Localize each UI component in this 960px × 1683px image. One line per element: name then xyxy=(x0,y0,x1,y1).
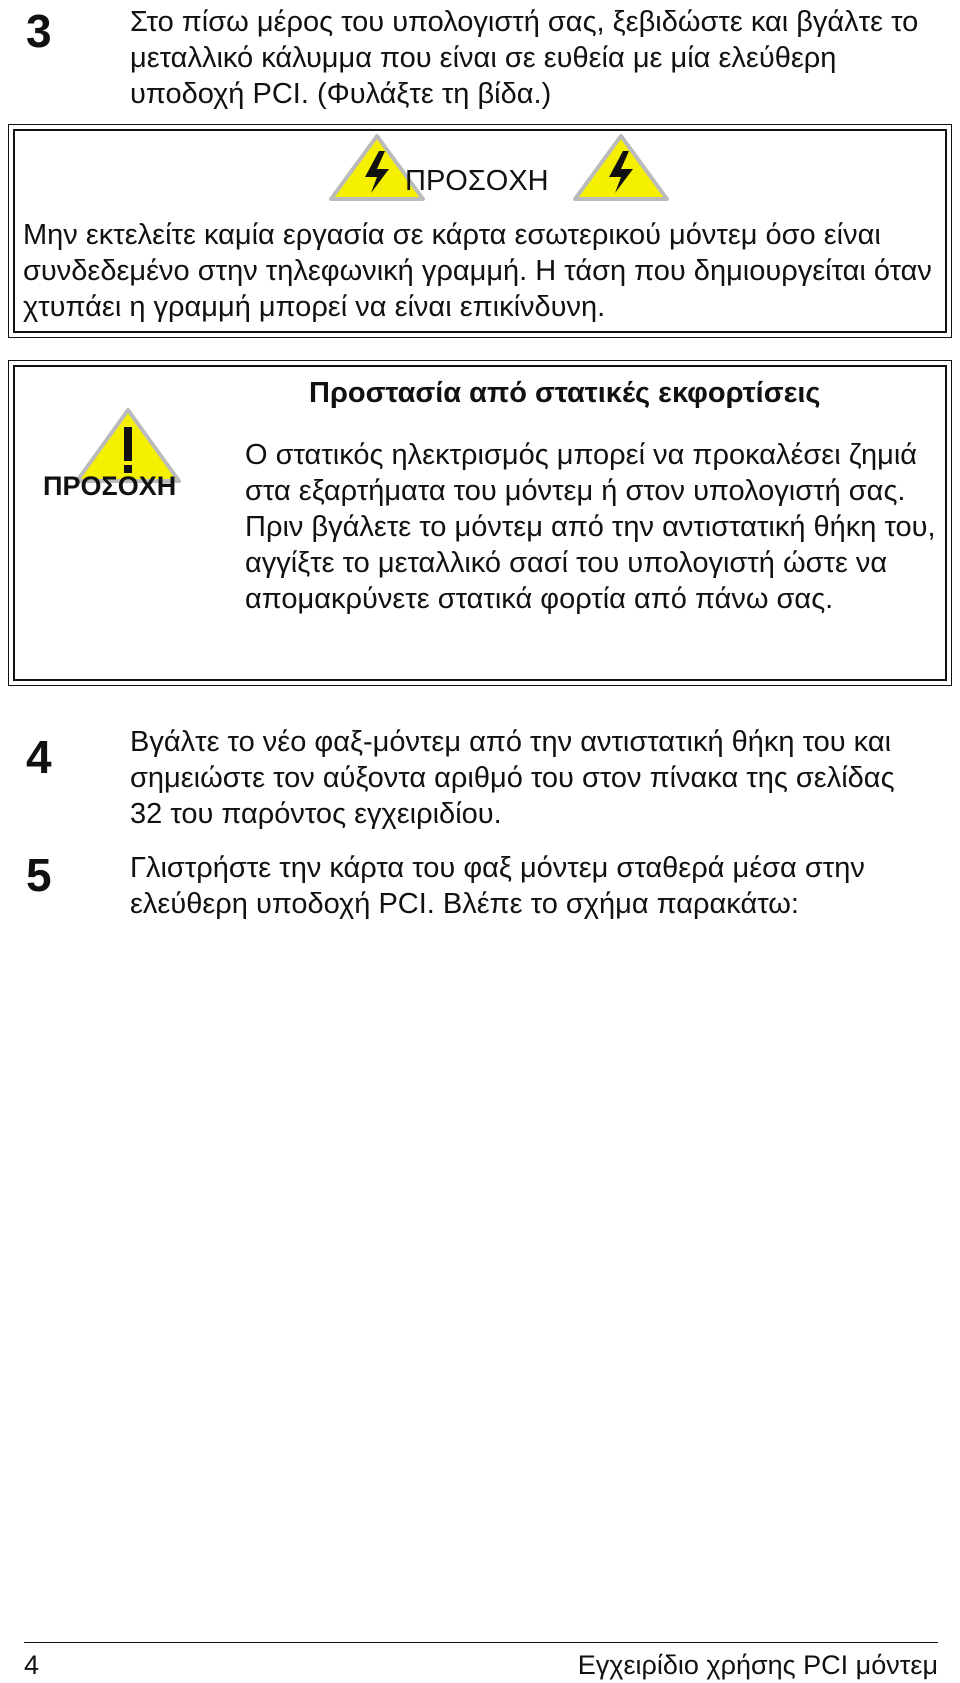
step-text: Γλιστρήστε την κάρτα του φαξ μόντεμ σταθερά μέσα στην ελεύθερη υποδοχή PCI. Βλέπε το σχήμα παρακάτω: xyxy=(130,852,865,920)
step-text: Βγάλτε το νέο φαξ-μόντεμ από την αντιστατική θήκη του και σημειώστε τον αύξοντα αριθμό του στον πίνακα της σελίδας 32 του παρόντος εγχειριδίου. xyxy=(130,726,895,830)
step-number: 4 xyxy=(26,731,52,783)
step-text: Στο πίσω μέρος του υπολογιστή σας, ξεβιδώστε και βγάλτε το μεταλλικό κάλυμμα που είναι σε ευθεία με μία ελεύθερη υποδοχή PCI. (Φυλάξτε τη βίδα.) xyxy=(130,6,919,110)
static-warning-label: ΠΡΟΣΟΧΗ xyxy=(43,471,177,501)
electric-warning-box xyxy=(8,124,952,338)
static-warning-title: Προστασία από στατικές εκφορτίσεις xyxy=(309,377,821,409)
step-number: 3 xyxy=(26,5,52,57)
document-title: Εγχειρίδιο χρήσης PCI μόντεμ xyxy=(577,1650,938,1680)
static-warning-box xyxy=(8,360,952,686)
high-voltage-icon xyxy=(571,133,671,203)
page-number: 4 xyxy=(24,1650,40,1680)
electric-warning-title: ΠΡΟΣΟΧΗ xyxy=(405,165,549,197)
electric-warning-header xyxy=(9,131,951,211)
step-number: 5 xyxy=(26,849,52,901)
electric-warning-text: Μην εκτελείτε καμία εργασία σε κάρτα εσωτερικού μόντεμ όσο είναι συνδεδεμένο στην τηλεφωνική γραμμή. Η τάση που δημιουργείται όταν χτυπάει η γραμμή μπορεί να είναι επικίνδυνη. xyxy=(23,219,932,323)
static-warning-text: Ο στατικός ηλεκτρισμός μπορεί να προκαλέσει ζημιά στα εξαρτήματα του μόντεμ ή στον υπολογιστή σας. Πριν βγάλετε το μόντεμ από την αντιστατική θήκη του, αγγίξτε το μεταλλικό σασί του υπολογιστή ώστε να απομακρύνετε στατικά φορτία από πάνω σας. xyxy=(245,439,936,615)
footer-divider xyxy=(24,1642,938,1643)
